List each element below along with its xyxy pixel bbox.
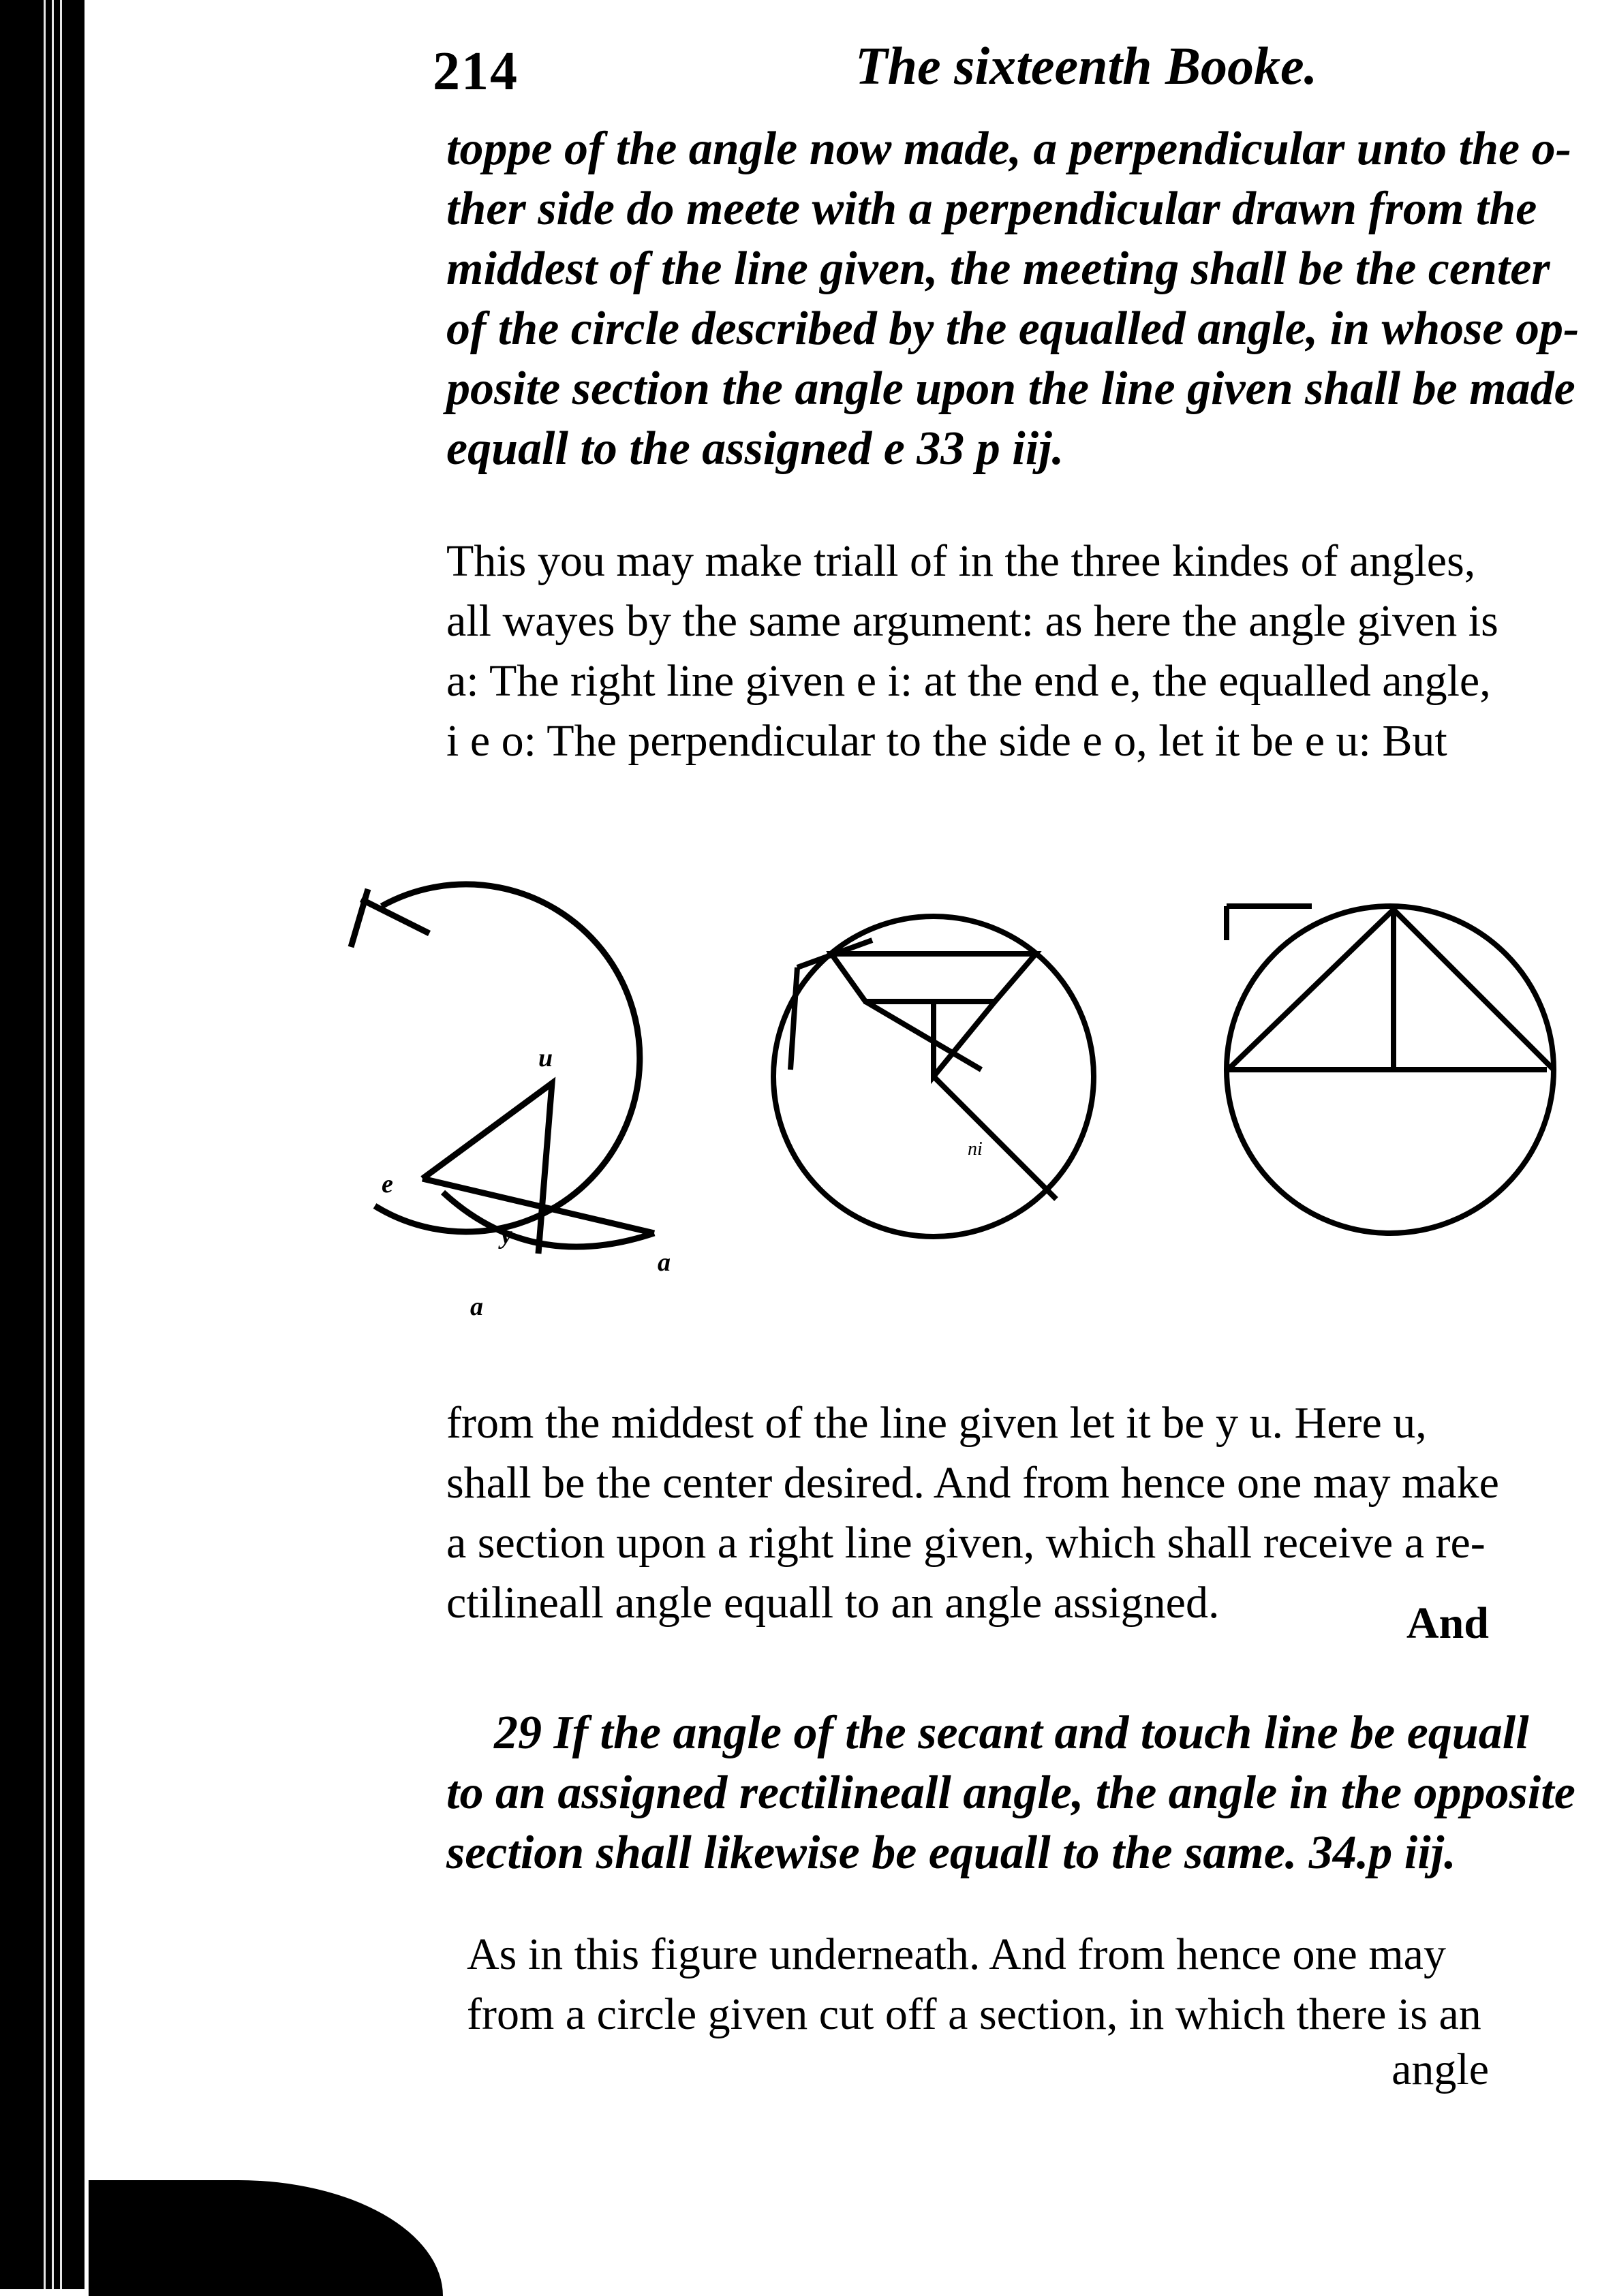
text-line: toppe of the angle now made, a perpendicular unto the o- (446, 123, 1571, 175)
catchword-angle: angle (1391, 2045, 1489, 2094)
text-line: all wayes by the same argument: as here the angle given is (446, 596, 1498, 646)
proposition-29 (446, 1703, 1615, 1883)
geometry-figures (259, 852, 1615, 1329)
text-line: a: The right line given e i: at the end e, the equalled angle, (446, 656, 1491, 706)
text-line: shall be the center desired. And from hence one may make (446, 1458, 1499, 1508)
text-line: equall to the assigned e 33 p iij. (446, 422, 1064, 475)
text-line: This you may make triall of in the three kindes of angles, (446, 536, 1476, 586)
text-line: middest of the line given, the meeting shall be the center (446, 243, 1550, 295)
text-line: 29 If the angle of the secant and touch line be equall (494, 1707, 1529, 1759)
text-line: ctilineall angle equall to an angle assigned. (446, 1578, 1220, 1628)
text-line: As in this figure underneath. And from hence one may (467, 1929, 1446, 1979)
given-angle-obtuse (790, 940, 872, 1070)
text-line: of the circle described by the equalled angle, in whose op- (446, 302, 1580, 355)
label-u: u (538, 1044, 553, 1072)
label-e: e (382, 1170, 393, 1198)
label-o: a (658, 1248, 671, 1277)
proposition-28-continuation (446, 119, 1615, 479)
text-line: to an assigned rectilineall angle, the angle in the opposite (446, 1767, 1575, 1819)
label-a: a (470, 1292, 483, 1321)
page-edges (41, 0, 67, 2289)
paragraph-three-kindes (446, 531, 1615, 771)
figure-right-angle (1227, 906, 1554, 1233)
text-line: from a circle given cut off a section, in which there is an (467, 1989, 1481, 2039)
page-number: 214 (433, 42, 519, 102)
diameter-line (934, 1076, 1056, 1199)
running-head: The sixteenth Booke. (855, 36, 1318, 95)
given-angle-a (351, 889, 429, 947)
inner-lines (865, 1002, 995, 1076)
text-line: from the middest of the line given let it be y u. Here u, (446, 1398, 1427, 1448)
figure-acute-angle (351, 884, 654, 1254)
section-arc (443, 1192, 654, 1247)
text-line: ther side do meete with a perpendicular drawn from the (446, 183, 1537, 235)
catchword-and: And (1406, 1598, 1489, 1648)
book-page (89, 0, 1615, 2289)
inscribed-trapezoid (831, 954, 1036, 1002)
label-y: y (501, 1221, 512, 1250)
text-line: a section upon a right line given, which shall receive a re- (446, 1518, 1486, 1568)
figure-obtuse-angle (773, 916, 1094, 1237)
text-line: section shall likewise be equall to the same. 34.p iij. (446, 1827, 1456, 1879)
text-line: posite section the angle upon the line given shall be made (446, 362, 1575, 415)
circle-arc-1 (375, 884, 640, 1232)
text-line: i e o: The perpendicular to the side e o, let it be e u: But (446, 716, 1447, 766)
paragraph-figure-underneath (446, 1925, 1615, 2045)
gutter-line (80, 0, 84, 2289)
label-i: ni (968, 1138, 983, 1160)
